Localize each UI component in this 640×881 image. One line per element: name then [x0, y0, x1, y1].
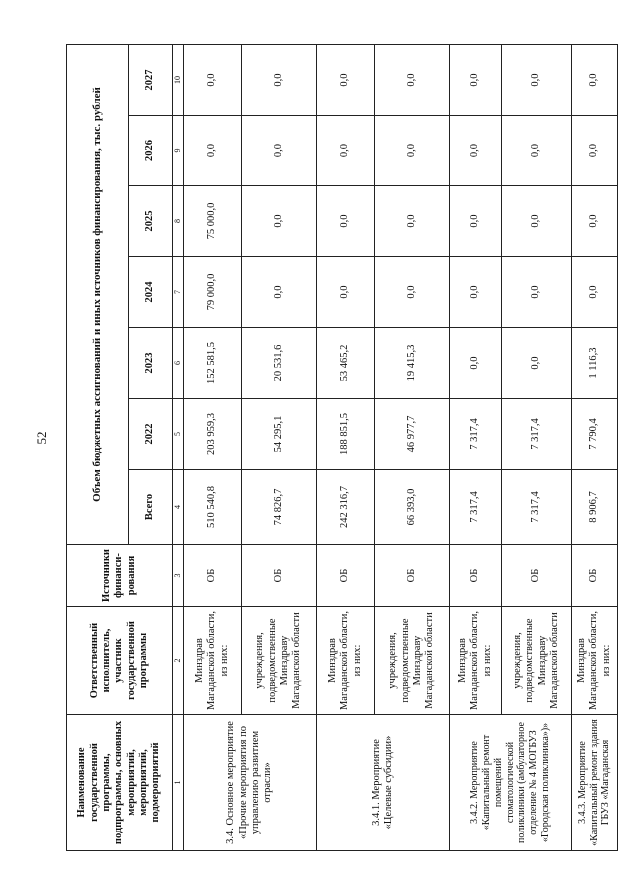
row-value: 0,0: [375, 186, 450, 257]
row-value: 242 316,7: [317, 470, 375, 545]
row-value: 7 317,4: [450, 470, 502, 545]
row-value: 1 116,3: [572, 328, 618, 399]
row-value: 46 977,7: [375, 399, 450, 470]
row-value: 0,0: [375, 257, 450, 328]
column-index: 6: [173, 328, 184, 399]
row-value: 19 415,3: [375, 328, 450, 399]
row-value: 0,0: [317, 257, 375, 328]
row-value: 7 317,4: [502, 399, 572, 470]
row-value: 0,0: [450, 328, 502, 399]
row-executor: Минздрав Магаданской области, из них:: [184, 607, 242, 715]
row-value: 203 959,3: [184, 399, 242, 470]
header-source: Источники финанси-рования: [67, 545, 173, 607]
header-year: 2024: [129, 257, 173, 328]
row-source: ОБ: [572, 545, 618, 607]
row-value: 0,0: [317, 186, 375, 257]
header-year: 2023: [129, 328, 173, 399]
row-value: 0,0: [572, 186, 618, 257]
row-value: 0,0: [242, 116, 317, 186]
row-name: 3.4. Основное мероприятие «Прочие мероприятия по управлению развитием отрасли»: [184, 715, 317, 851]
header-year: 2026: [129, 116, 173, 186]
row-value: 7 317,4: [450, 399, 502, 470]
row-value: 0,0: [450, 186, 502, 257]
column-index: 2: [173, 607, 184, 715]
table-row: [572, 44, 618, 850]
row-value: 0,0: [502, 116, 572, 186]
row-value: 0,0: [502, 257, 572, 328]
row-value: 0,0: [572, 44, 618, 115]
row-source: ОБ: [184, 545, 242, 607]
row-value: 0,0: [242, 44, 317, 115]
header-year: Всего: [129, 470, 173, 545]
column-index: 4: [173, 470, 184, 545]
row-name: 3.4.2. Мероприятие «Капитальный ремонт помещений стоматологической поликлиники (амбулаторное отделение № 4 МОГБУЗ «Городская поликлиника»)»: [450, 715, 572, 851]
row-value: 510 540,8: [184, 470, 242, 545]
header-year: 2025: [129, 186, 173, 257]
row-value: 8 906,7: [572, 470, 618, 545]
rotated-page: [66, 45, 612, 851]
financing-table: [66, 44, 618, 851]
row-value: 54 295,1: [242, 399, 317, 470]
row-source: ОБ: [375, 545, 450, 607]
row-value: 0,0: [450, 44, 502, 115]
row-value: 74 826,7: [242, 470, 317, 545]
row-value: 0,0: [317, 44, 375, 115]
table-row: [317, 44, 375, 850]
row-value: 0,0: [242, 186, 317, 257]
header-volume: Объем бюджетных ассигнований и иных источников финансирования, тыс. рублей: [67, 44, 129, 544]
column-index: 9: [173, 116, 184, 186]
row-value: 0,0: [450, 116, 502, 186]
row-value: 0,0: [502, 186, 572, 257]
column-index-row: [173, 44, 184, 850]
column-index: 1: [173, 715, 184, 851]
header-year: 2022: [129, 399, 173, 470]
page-number: 52: [34, 431, 49, 445]
row-value: 0,0: [242, 257, 317, 328]
column-index: 3: [173, 545, 184, 607]
row-value: 0,0: [572, 257, 618, 328]
row-executor: Минздрав Магаданской области, из них:: [317, 607, 375, 715]
row-value: 0,0: [184, 116, 242, 186]
row-value: 66 393,0: [375, 470, 450, 545]
row-value: 53 465,2: [317, 328, 375, 399]
column-index: 7: [173, 257, 184, 328]
row-executor: учреждения, подведомственные Минздраву Магаданской области: [375, 607, 450, 715]
row-executor: учреждения, подведомственные Минздраву Магаданской области: [242, 607, 317, 715]
header-year: 2027: [129, 44, 173, 115]
row-source: ОБ: [450, 545, 502, 607]
row-value: 0,0: [502, 44, 572, 115]
row-executor: учреждения, подведомственные Минздраву Магаданской области: [502, 607, 572, 715]
table-row: [184, 44, 242, 850]
row-name: 3.4.1. Мероприятие «Целевые субсидии»: [317, 715, 450, 851]
column-index: 10: [173, 44, 184, 115]
row-executor: Минздрав Магаданской области, из них:: [450, 607, 502, 715]
row-value: 0,0: [184, 44, 242, 115]
row-source: ОБ: [502, 545, 572, 607]
table-row: [450, 44, 502, 850]
row-value: 7 790,4: [572, 399, 618, 470]
row-value: 0,0: [450, 257, 502, 328]
row-value: 152 581,5: [184, 328, 242, 399]
row-value: 0,0: [375, 44, 450, 115]
row-value: 20 531,6: [242, 328, 317, 399]
row-value: 0,0: [502, 328, 572, 399]
row-value: 0,0: [375, 116, 450, 186]
row-value: 79 000,0: [184, 257, 242, 328]
row-value: 188 851,5: [317, 399, 375, 470]
row-value: 0,0: [317, 116, 375, 186]
header-executor: Ответственный исполнитель, участник государственной программы: [67, 607, 173, 715]
row-value: 75 000,0: [184, 186, 242, 257]
row-value: 7 317,4: [502, 470, 572, 545]
row-source: ОБ: [242, 545, 317, 607]
row-name: 3.4.3. Мероприятие «Капитальный ремонт здания ГБУЗ «Магаданская: [572, 715, 618, 851]
column-index: 5: [173, 399, 184, 470]
row-source: ОБ: [317, 545, 375, 607]
row-value: 0,0: [572, 116, 618, 186]
column-index: 8: [173, 186, 184, 257]
header-name: Наименование государственной программы, подпрограммы, основных мероприятий, мероприятий, подмероприятий: [67, 715, 173, 851]
row-executor: Минздрав Магаданской области, из них:: [572, 607, 618, 715]
